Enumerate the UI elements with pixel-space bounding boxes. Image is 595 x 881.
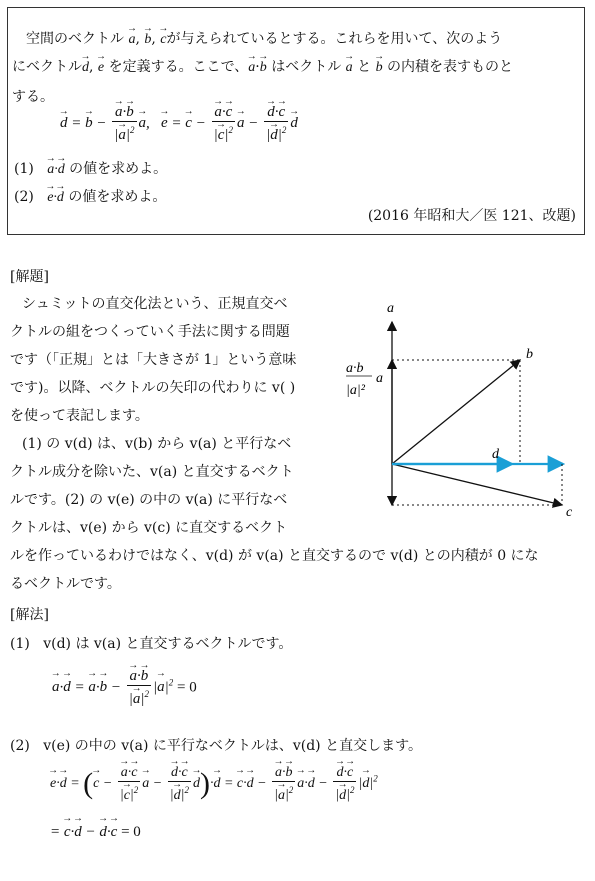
- label-d: d: [492, 447, 499, 462]
- heading-commentary: [解題]: [10, 269, 49, 285]
- para-line-10: ルを作っているわけではなく、v(d) が v(a) と直交するので v(d) との内積が 0 にな: [10, 548, 539, 564]
- para-line-5: を使って表記します。: [10, 408, 149, 424]
- label-b: b: [526, 347, 533, 362]
- para-line-8: ルです。(2) の v(e) の中の v(a) に平行なベ: [10, 492, 288, 508]
- para-line-4: です)。以降、ベクトルの矢印の代わりに v( ): [10, 380, 296, 396]
- equation-3: = → c·→ d − → d·→ c = 0: [50, 824, 141, 841]
- para-line-9: クトルは、v(e) から v(c) に直交するベクト: [10, 520, 288, 536]
- para-line-11: るベクトルです。: [10, 576, 121, 592]
- heading-method: [解法]: [10, 607, 49, 623]
- vector-diagram: [340, 290, 573, 520]
- definition-equation: → d = → b − → $\frac{a\cdot\to b}{|\to a|^2}$ → a, → e = → c − → $\frac{a\cdot\to c}{|\to c|^2}$ → a − → $\frac{d\cdot\to c}{|\to d|^2}$ → d: [60, 104, 298, 144]
- problem-box: [7, 7, 585, 235]
- coef-denominator: |a|²: [346, 383, 365, 398]
- para-line-6: (1) の v(d) は、v(b) から v(a) と平行なベ: [22, 436, 292, 452]
- source-citation: (2016 年昭和大／医 121、改題): [367, 208, 576, 224]
- para-line-2: クトルの組をつくっていく手法に関する問題: [10, 324, 290, 340]
- para-line-7: クトル成分を除いた、v(a) と直交するベクト: [10, 464, 294, 480]
- problem-line-1: 空間のベクトル → a, → b, → cが与えられているとする。これらを用いて、次のよう: [26, 30, 502, 49]
- equation-1: → a·→ d = → a·→ b − → $\frac{a\cdot\to b}{|\to a|^2}$ |→ $a|^2 = 0$: [52, 668, 197, 708]
- para-line-1: シュミットの直交化法という、正規直交ベ: [22, 296, 288, 312]
- question-1: (1) → a·→ d の値を求めよ。: [14, 160, 167, 179]
- label-c: c: [566, 505, 573, 520]
- equation-2: → e·→ d = (→ c − → $\frac{a\cdot\to c}{|\to c|^2}$ → a − → $\frac{d\cdot\to c}{|\to d|^2}$ → d)·→ d = → c·→ d − → $\frac{a\cdot\to b}{|\to a|^2}$ → a·→ d − → $\frac{d\cdot\to c}{|\to d|^2}$ |→ $d|^2$: [50, 764, 378, 804]
- vector-b-line: [392, 360, 520, 464]
- label-a: a: [387, 301, 394, 316]
- problem-line-2: にベクトル→ d, → e を定義する。ここで、→ a·→ b はベクトル → a と → b の内積を表すものと: [12, 58, 513, 77]
- problem-line-3: する。: [12, 89, 54, 105]
- coef-numerator: a·b: [346, 361, 364, 376]
- solution-2: (2) v(e) の中の v(a) に平行なベクトルは、v(d) と直交します。: [10, 738, 422, 754]
- vector-c-line: [392, 464, 562, 505]
- solution-1: (1) v(d) は v(a) と直交するベクトルです。: [10, 636, 293, 652]
- para-line-3: です（「正規」とは「大きさが 1」という意味: [10, 352, 297, 368]
- question-2: (2) → e·→ d の値を求めよ。: [14, 188, 166, 207]
- coef-a: a: [376, 371, 383, 386]
